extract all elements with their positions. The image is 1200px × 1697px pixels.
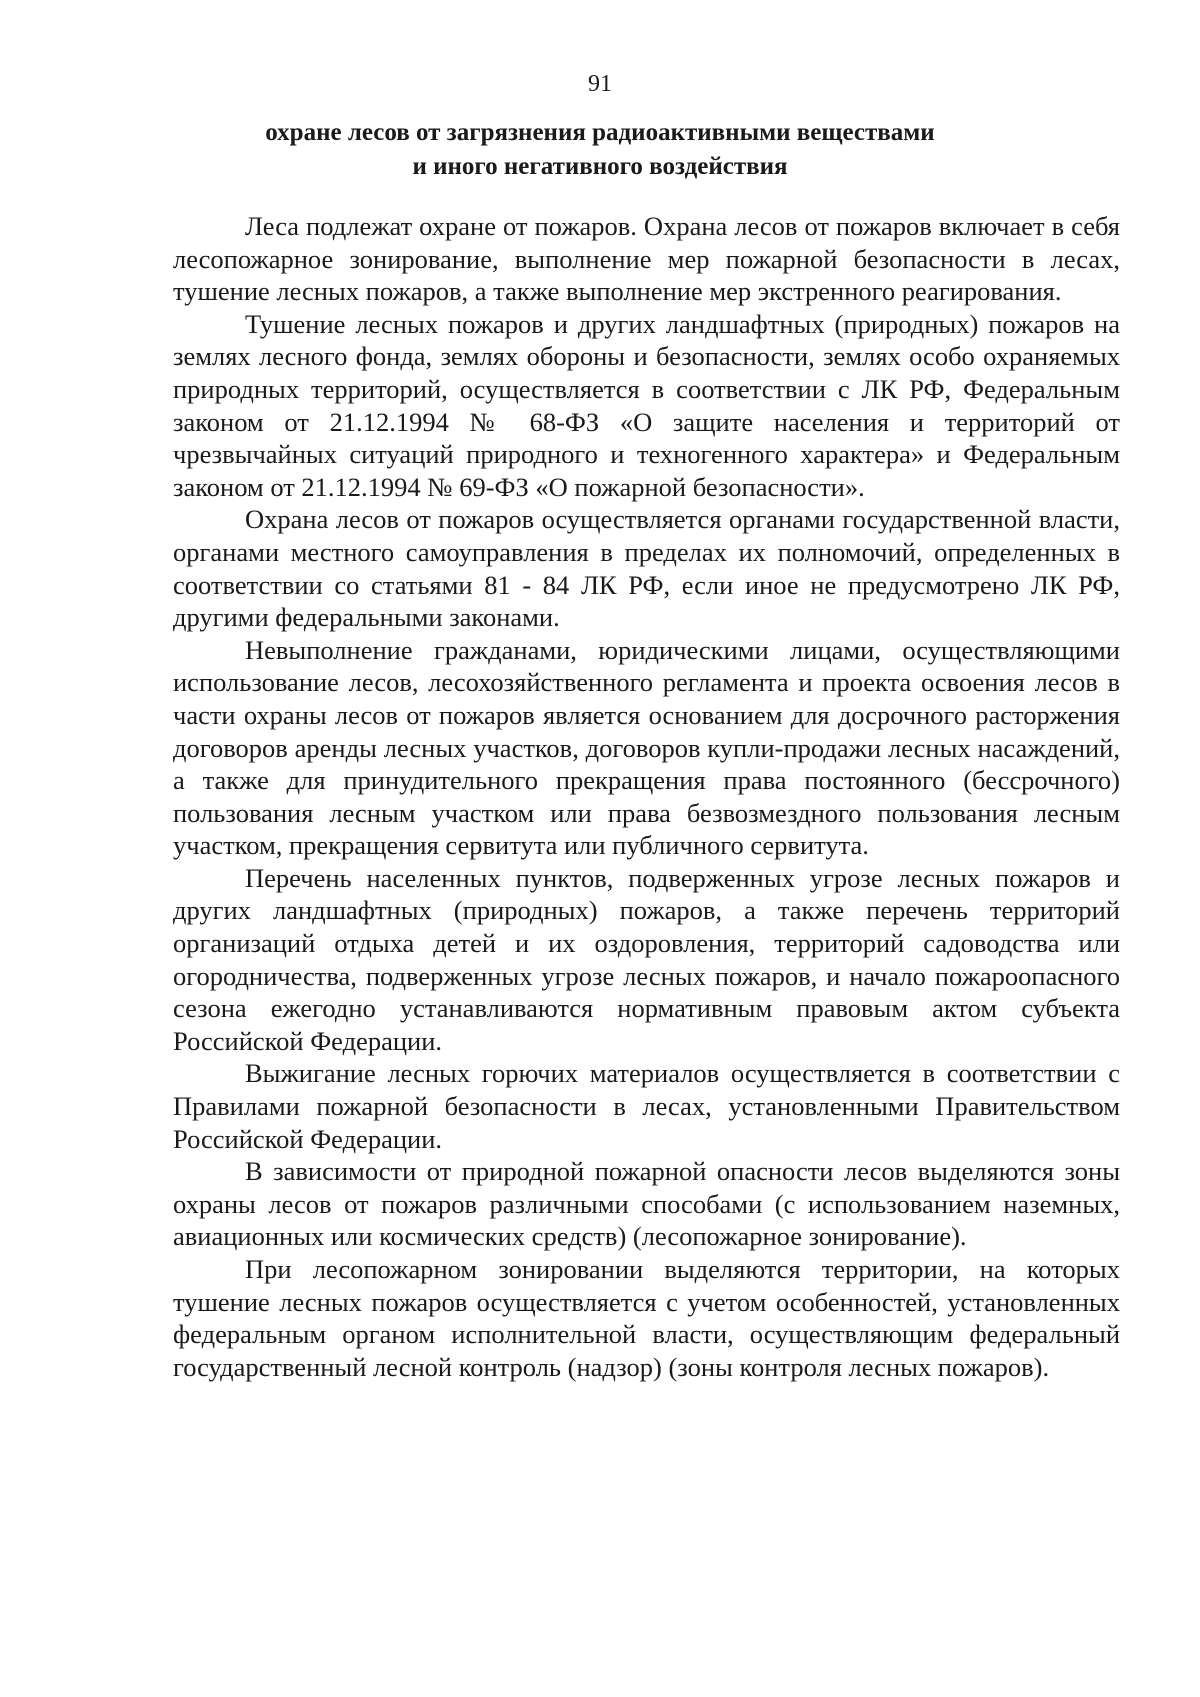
paragraph-fire-extinguishing: Тушение лесных пожаров и других ландшафтных (природных) пожаров на землях лесного фонда, землях обороны и безопасности, землях особо охраняемых природных территорий, осуществляется в соответствии с ЛК РФ, Федеральным законом от 21.12.1994 № 68-ФЗ «О защите населения и территорий от чрезвычайных ситуаций природного и техногенного характера» и Федеральным законом от 21.12.1994 № 69-ФЗ «О пожарной безопасности».: [173, 308, 1120, 502]
paragraph-fire-protection: Леса подлежат охране от пожаров. Охрана лесов от пожаров включает в себя лесопожарное зонирование, выполнение мер пожарной безопасности в лесах, тушение лесных пожаров, а также выполнение мер экстренного реагирования.: [173, 211, 1120, 307]
paragraph-non-compliance: Невыполнение гражданами, юридическими лицами, осуществляющими использование лесов, лесохозяйственного регламента и проекта освоения лесов в части охраны лесов от пожаров является основанием для досрочного расторжения договоров аренды лесных участков, договоров купли-продажи лесных насаждений, а также для принудительного прекращения права постоянного (бессрочного) пользования лесным участком или права безвозмездного пользования лесным участком, прекращения сервитута или публичного сервитута.: [173, 634, 1120, 861]
section-heading: [160, 116, 1040, 184]
page-number: 91: [588, 71, 612, 97]
paragraph-authorities: Охрана лесов от пожаров осуществляется органами государственной власти, органами местного самоуправления в пределах их полномочий, определенных в соответствии со статьями 81 - 84 ЛК РФ, если иное не предусмотрено ЛК РФ, другими федеральными законами.: [173, 504, 1120, 633]
paragraph-settlements-list: Перечень населенных пунктов, подверженных угрозе лесных пожаров и других ландшафтных (природных) пожаров, а также перечень территорий организаций отдыха детей и их оздоровления, территорий садоводства или огородничества, подверженных угрозе лесных пожаров, и начало пожароопасного сезона ежегодно устанавливаются нормативным правовым актом субъекта Российской Федерации.: [173, 862, 1120, 1056]
body-text: [173, 210, 1120, 1383]
heading-line-1: охране лесов от загрязнения радиоактивными веществами: [265, 119, 935, 146]
paragraph-control-zones: При лесопожарном зонировании выделяются территории, на которых тушение лесных пожаров осуществляется с учетом особенностей, установленных федеральным органом исполнительной власти, осуществляющим федеральный государственный лесной контроль (надзор) (зоны контроля лесных пожаров).: [173, 1254, 1120, 1382]
heading-line-2: и иного негативного воздействия: [412, 153, 788, 180]
paragraph-burning: Выжигание лесных горючих материалов осуществляется в соответствии с Правилами пожарной безопасности в лесах, установленными Правительством Российской Федерации.: [173, 1058, 1120, 1154]
paragraph-zoning: В зависимости от природной пожарной опасности лесов выделяются зоны охраны лесов от пожаров различными способами (с использованием наземных, авиационных или космических средств) (лесопожарное зонирование).: [173, 1156, 1120, 1252]
